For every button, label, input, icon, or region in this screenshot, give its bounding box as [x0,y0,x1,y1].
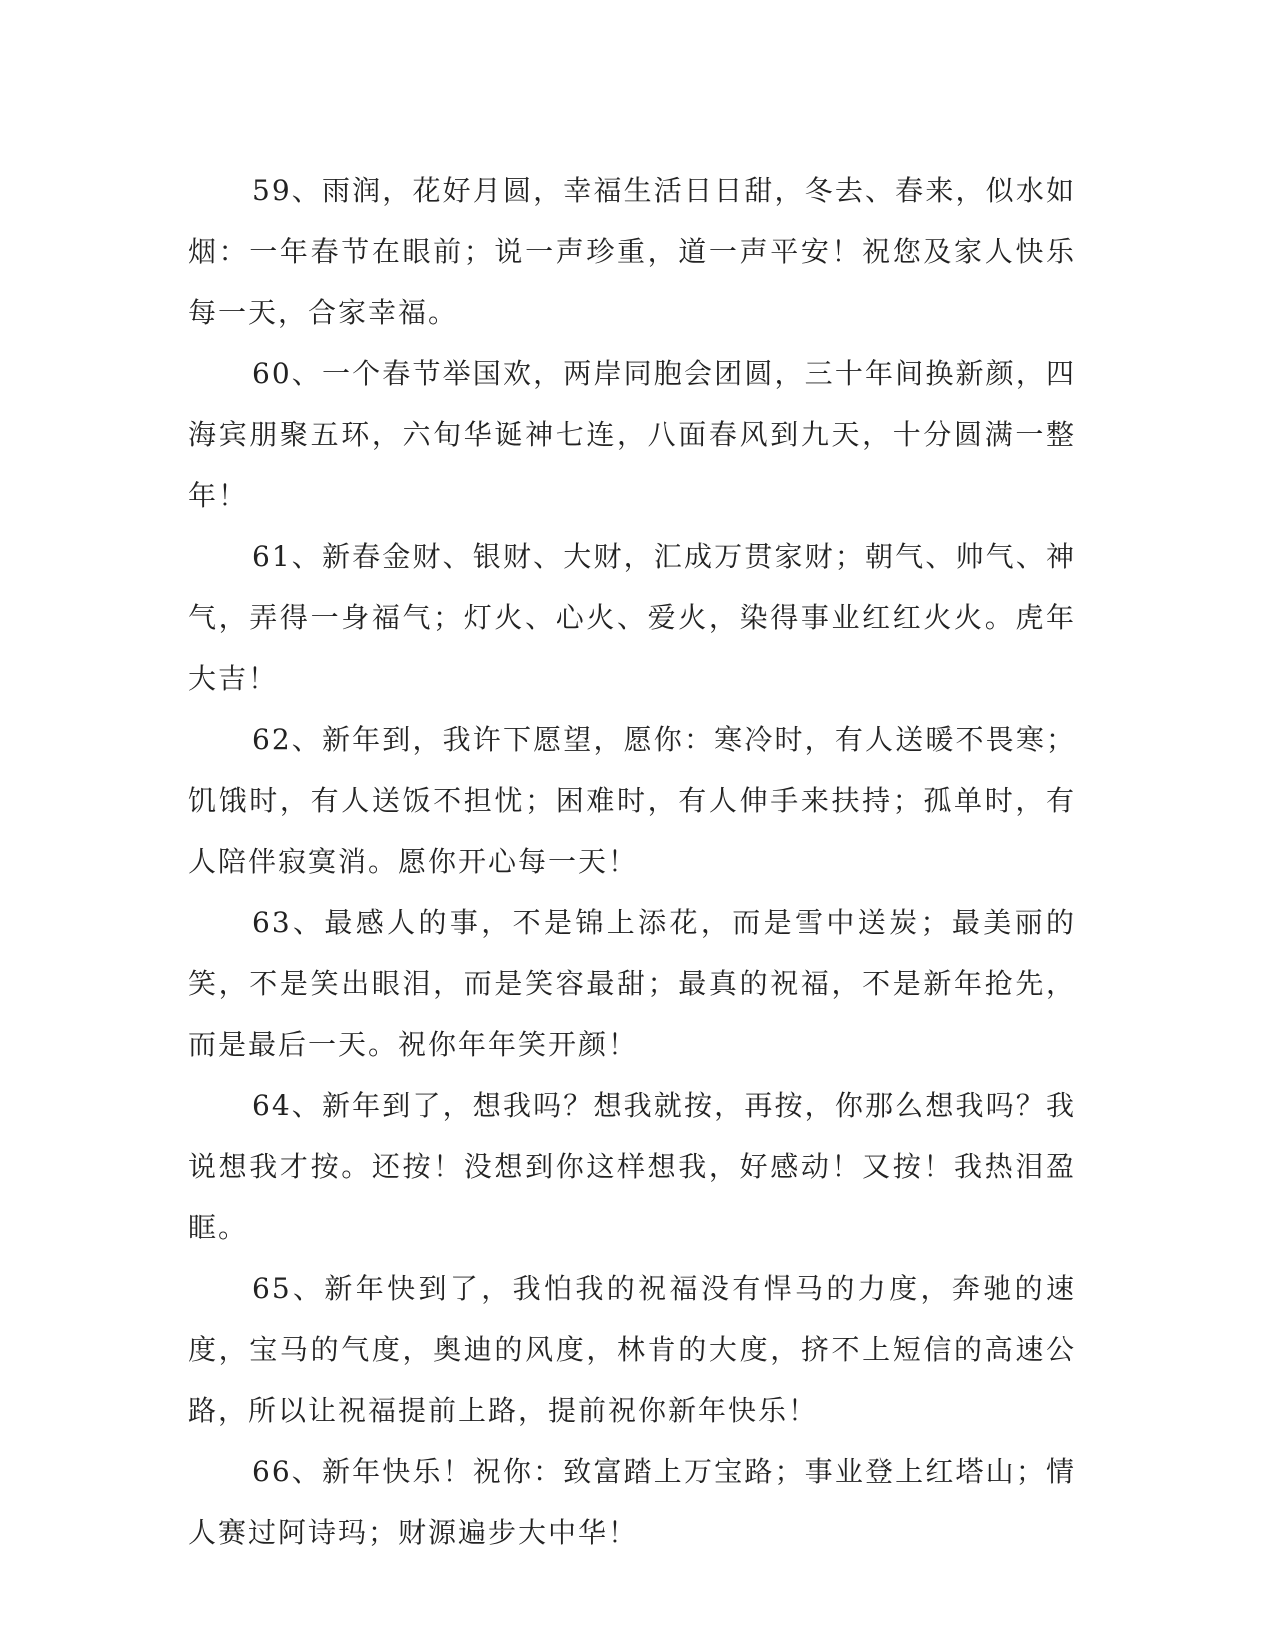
paragraph-59: 59、雨润，花好月圆，幸福生活日日甜，冬去、春来，似水如烟：一年春节在眼前；说一声珍重，道一声平安！祝您及家人快乐每一天，合家幸福。 [188,174,1076,329]
paragraph-64: 64、新年到了，想我吗？想我就按，再按，你那么想我吗？我说想我才按。还按！没想到你这样想我，好感动！又按！我热泪盈眶。 [188,1089,1076,1244]
paragraph-61: 61、新春金财、银财、大财，汇成万贯家财；朝气、帅气、神气，弄得一身福气；灯火、心火、爱火，染得事业红红火火。虎年大吉！ [188,540,1076,695]
paragraph-66: 66、新年快乐！祝你：致富踏上万宝路；事业登上红塔山；情人赛过阿诗玛；财源遍步大中华！ [188,1455,1076,1549]
paragraph-60: 60、一个春节举国欢，两岸同胞会团圆，三十年间换新颜，四海宾朋聚五环，六旬华诞神七连，八面春风到九天，十分圆满一整年！ [188,357,1076,512]
paragraph-62: 62、新年到，我许下愿望，愿你：寒冷时，有人送暖不畏寒；饥饿时，有人送饭不担忧；困难时，有人伸手来扶持；孤单时，有人陪伴寂寞消。愿你开心每一天！ [188,723,1076,878]
paragraph-65: 65、新年快到了，我怕我的祝福没有悍马的力度，奔驰的速度，宝马的气度，奥迪的风度，林肯的大度，挤不上短信的高速公路，所以让祝福提前上路，提前祝你新年快乐！ [188,1272,1076,1427]
document-body [188,160,1076,1563]
paragraph-63: 63、最感人的事，不是锦上添花，而是雪中送炭；最美丽的笑，不是笑出眼泪，而是笑容最甜；最真的祝福，不是新年抢先，而是最后一天。祝你年年笑开颜！ [188,906,1076,1061]
